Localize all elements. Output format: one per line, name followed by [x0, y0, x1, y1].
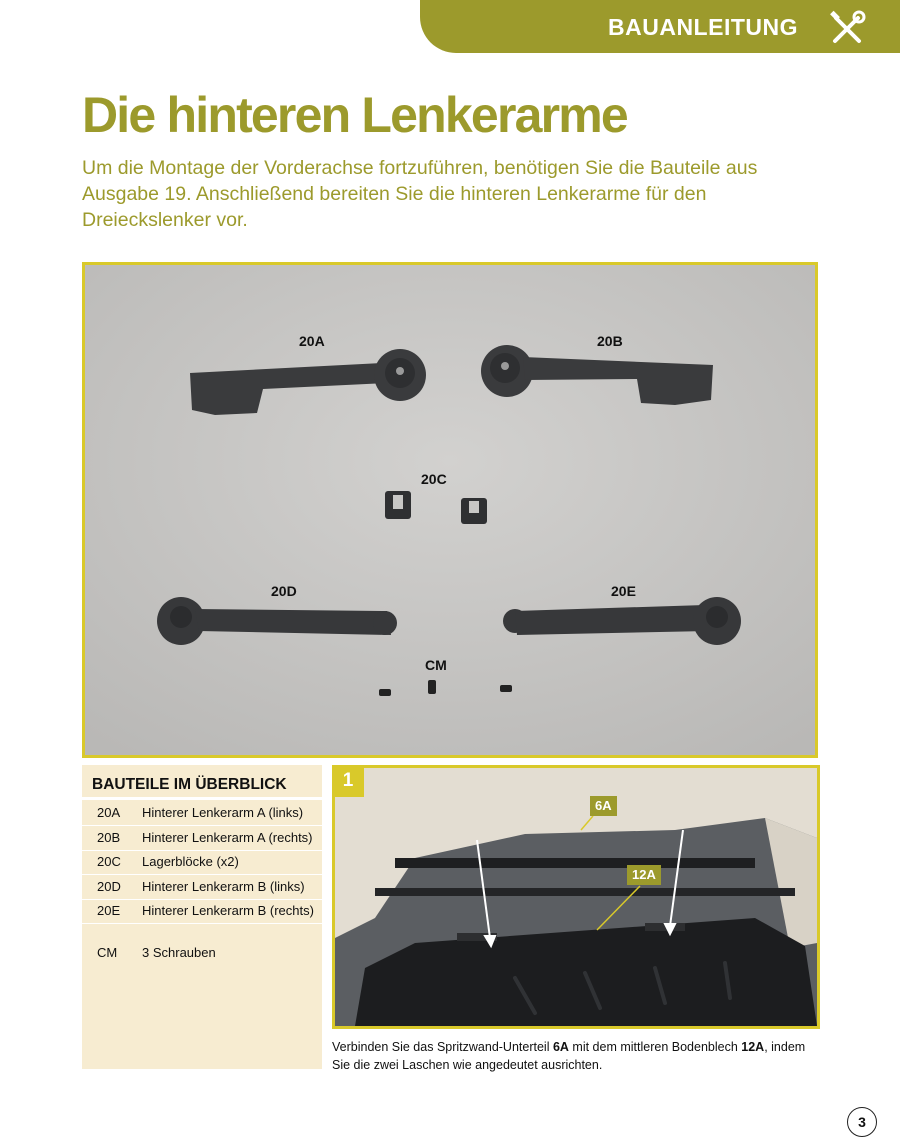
- part-code: 20C: [97, 854, 121, 869]
- part-name: Hinterer Lenkerarm B (rechts): [142, 903, 314, 918]
- parts-row: [82, 941, 322, 965]
- part-name: Lagerblöcke (x2): [142, 854, 239, 869]
- part-code: CM: [97, 945, 118, 960]
- parts-row: [82, 899, 322, 924]
- parts-row: [82, 875, 322, 900]
- label-20b: 20B: [597, 333, 623, 349]
- part-name: Hinterer Lenkerarm B (links): [142, 879, 305, 894]
- part-name: 3 Schrauben: [142, 945, 216, 960]
- parts-list-title: BAUTEILE IM ÜBERBLICK: [92, 776, 287, 793]
- parts-photo: [82, 262, 818, 758]
- parts-row: [82, 850, 322, 875]
- page-title: Die hinteren Lenkerarme: [82, 87, 627, 143]
- part-code: 20D: [97, 879, 121, 894]
- section-label: BAUANLEITUNG: [608, 14, 798, 40]
- label-20e: 20E: [611, 583, 636, 599]
- part-name: Hinterer Lenkerarm A (rechts): [142, 830, 313, 845]
- parts-row: [82, 826, 322, 851]
- label-20a: 20A: [299, 333, 325, 349]
- parts-header-divider: [82, 797, 322, 800]
- step-caption: Verbinden Sie das Spritzwand-Unterteil 6A mit dem mittleren Bodenblech 12A, indem Sie die zwei Laschen wie angedeutet ausrichten.: [332, 1040, 806, 1072]
- part-name: Hinterer Lenkerarm A (links): [142, 805, 304, 820]
- callout-6a: 6A: [590, 796, 617, 816]
- label-cm: CM: [425, 657, 447, 673]
- part-code: 20E: [97, 903, 121, 918]
- part-code: 20B: [97, 830, 121, 845]
- intro-text: Um die Montage der Vorderachse fortzuführen, benötigen Sie die Bauteile aus Ausgabe 19. Anschließend bereiten Sie die hinteren Lenkerarme für den Dreieckslenker vor.: [82, 157, 758, 231]
- callout-12a: 12A: [627, 865, 661, 885]
- step-number-badge: 1: [332, 765, 364, 797]
- part-code: 20A: [97, 805, 121, 820]
- label-20d: 20D: [271, 583, 297, 599]
- page-number: 3: [847, 1107, 877, 1137]
- parts-row: [82, 801, 322, 826]
- step-1-photo: [332, 765, 820, 1029]
- label-20c: 20C: [421, 471, 447, 487]
- tools-icon: [828, 10, 866, 48]
